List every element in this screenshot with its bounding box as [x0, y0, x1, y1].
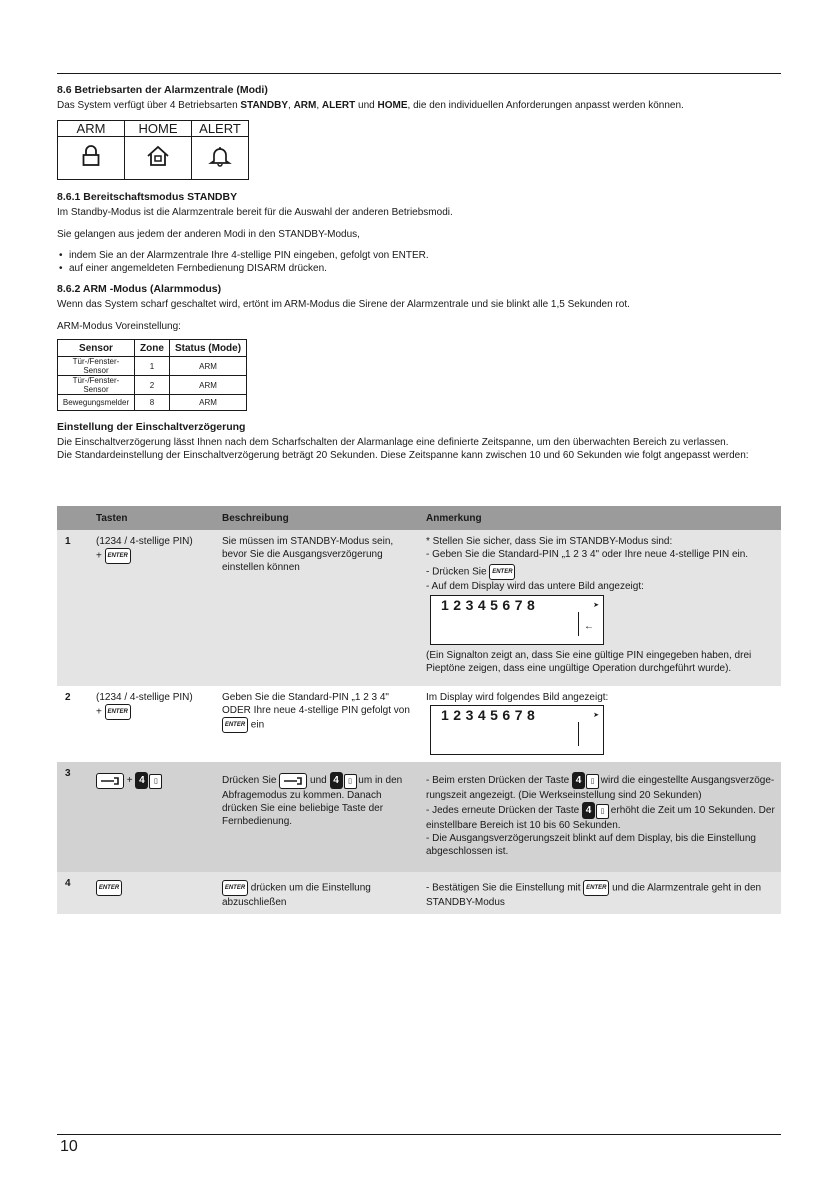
arm-defaults-table	[57, 339, 247, 411]
four-key-icon: 4 ▯	[582, 802, 608, 819]
four-key-icon: 4 ▯	[330, 772, 356, 789]
mode-alert-label: ALERT	[192, 121, 249, 137]
section-86-title: 8.6 Betriebsarten der Alarmzentrale (Modi)	[57, 84, 268, 96]
enter-key-icon: ENTER	[222, 880, 248, 896]
column-header: Tasten	[96, 513, 128, 524]
table-row: 1 (1234 / 4-stellige PIN) + ENTER Sie müssen im STANDBY-Modus sein, bevor Sie die Ausgangsverzögerung einstellen können * Stellen Sie sicher, dass Sie im STANDBY-Modus sind: - Geben Sie die Standard-PIN „1 2 3 4" oder Ihre neue 4-stellige PIN ein. - Drücken Sie ENTER - Auf dem Display wird das untere Bild angezeigt: 12345678 ➤ ← (Ein Signalton zeigt an, dass Sie eine gültige PIN eingegeben haben, drei Pieptöne zeigen, dass eine ungültige Operation durchgeführt wurde).	[57, 530, 781, 686]
list-item: • indem Sie an der Alarmzentrale Ihre 4-stellige PIN eingeben, gefolgt von ENTER.	[57, 250, 781, 263]
section-862-p2: ARM-Modus Voreinstellung:	[57, 321, 181, 332]
modes-table	[57, 120, 249, 180]
section-861-title: 8.6.1 Bereitschaftsmodus STANDBY	[57, 191, 238, 203]
section-862-p1: Wenn das System scharf geschaltet wird, ertönt im ARM-Modus die Sirene der Alarmzentrale und sie blinkt alle 1,5 Sekunden rot.	[57, 299, 630, 310]
column-header: Anmerkung	[426, 513, 482, 524]
section-862-title: 8.6.2 ARM -Modus (Alarmmodus)	[57, 283, 222, 295]
table-row: 2 (1234 / 4-stellige PIN) + ENTER Geben Sie die Standard-PIN „1 2 3 4" ODER Ihre neue 4-stellige PIN gefolgt von ENTER ein Im Display wird folgendes Bild angezeigt: 12345678 ➤	[57, 686, 781, 762]
steps-table	[57, 506, 781, 914]
standby-bullets	[57, 250, 781, 275]
document-body	[57, 84, 781, 462]
page-number: 10	[60, 1138, 78, 1155]
enter-key-icon: ENTER	[222, 717, 248, 733]
enter-key-icon: ENTER	[105, 548, 131, 564]
signal-icon: ➤	[593, 712, 599, 719]
section-861-p2: Sie gelangen aus jedem der anderen Modi in den STANDBY-Modus,	[57, 229, 360, 240]
arrow-icon: ←	[584, 621, 594, 632]
list-item: • auf einer angemeldeten Fernbedienung DISARM drücken.	[57, 263, 781, 276]
enter-key-icon: ENTER	[583, 880, 609, 896]
mode-arm-label: ARM	[58, 121, 125, 137]
four-key-icon: 4 ▯	[572, 772, 598, 789]
display-digits: 12345678	[441, 707, 540, 723]
table-row: Tür-/Fenster-Sensor 1 ARM	[58, 357, 247, 376]
column-header: Sensor	[58, 340, 135, 357]
table-row: 3 + 4 ▯ Drücken Sie und 4 ▯ um in den Abfragemodus zu kommen. Danach drücken Sie eine beliebige Taste der Fernbedienung. - Beim ersten Drücken der Taste 4 ▯ wird die eingestellte Ausgangsverzöge-rungszeit angezeigt. (Die Werkseinstellung sind 20 Sekunden) - Jedes erneute Drücken der Taste 4 ▯ erhöht die Zeit um 10 Sekunden. Der einstellbare Bereich ist 10 bis 60 Sekunden. - Die Ausgangsverzögerungszeit blinkt auf dem Display, bis die Einstellung abgeschlossen ist.	[57, 762, 781, 872]
section-delay-title: Einstellung der Einschaltverzögerung	[57, 421, 246, 433]
steps-table-header	[57, 506, 781, 530]
section-861-p1: Im Standby-Modus ist die Alarmzentrale bereit für die Auswahl der anderen Betriebsmodi.	[57, 207, 453, 218]
table-row: 4 ENTER ENTER drücken um die Einstellung abzuschließen - Bestätigen Sie die Einstellung mit ENTER und die Alarmzentrale geht in den STANDBY-Modus	[57, 872, 781, 914]
wrench-key-icon	[279, 773, 307, 789]
bell-icon	[192, 137, 249, 180]
wrench-key-icon	[96, 773, 124, 789]
table-row: Bewegungsmelder 8 ARM	[58, 395, 247, 411]
enter-key-icon: ENTER	[96, 880, 122, 896]
section-delay-p1: Die Einschaltverzögerung lässt Ihnen nach dem Scharfschalten der Alarmanlage eine definierte Zeitspanne, um den überwachten Bereich zu verlassen.	[57, 437, 729, 448]
section-delay-p2: Die Standardeinstellung der Einschaltverzögerung beträgt 20 Sekunden. Diese Zeitspanne kann zwischen 10 und 60 Sekunden wie folgt angepasst werden:	[57, 450, 749, 461]
column-header: Status (Mode)	[170, 340, 247, 357]
display-digits: 12345678	[441, 597, 540, 613]
column-header: Zone	[135, 340, 170, 357]
enter-key-icon: ENTER	[489, 564, 515, 580]
bottom-rule	[57, 1134, 781, 1135]
table-row: Tür-/Fenster-Sensor 2 ARM	[58, 376, 247, 395]
home-icon	[125, 137, 192, 180]
column-header: Beschreibung	[222, 513, 289, 524]
mode-home-label: HOME	[125, 121, 192, 137]
enter-key-icon: ENTER	[105, 704, 131, 720]
section-86-intro: Das System verfügt über 4 Betriebsarten STANDBY, ARM, ALERT und HOME, die den individuellen Anforderungen anpasst werden können.	[57, 100, 684, 111]
lock-icon	[58, 137, 125, 180]
lcd-display	[430, 705, 604, 755]
signal-icon: ➤	[593, 602, 599, 609]
lcd-display	[430, 595, 604, 645]
top-rule	[57, 73, 781, 74]
four-key-icon: 4 ▯	[135, 772, 161, 789]
